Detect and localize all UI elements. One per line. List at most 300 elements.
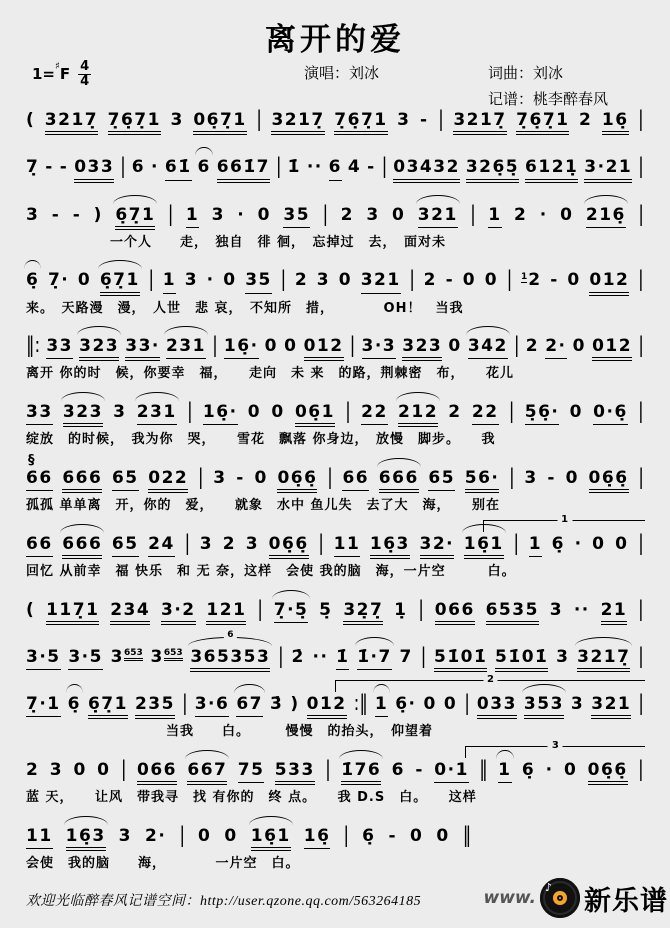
note-token: 3	[118, 825, 133, 846]
score	[26, 107, 644, 872]
barline: |	[212, 333, 218, 359]
note-token: 3	[170, 110, 184, 130]
slur-arc	[416, 195, 460, 204]
lyrics-row: 蓝 天， 让风 带我寻 找 有你的 终 点。 我 D.S 白。 这样	[26, 790, 477, 806]
note-token: 3·6	[195, 694, 230, 717]
note-token: 6̣7̣1	[115, 205, 155, 230]
note-token: 33	[46, 336, 73, 359]
note-token: 75	[238, 760, 265, 783]
slur-arc	[135, 392, 179, 401]
volta-bracket	[465, 739, 645, 758]
note-token: 2	[222, 533, 237, 554]
note-token: 3·5	[26, 647, 61, 670]
note-token: 323	[63, 402, 103, 427]
note-token: 0	[338, 270, 353, 291]
singer-credit: 演唱：刘冰	[304, 66, 380, 82]
slur-arc	[188, 629, 272, 646]
music-note-icon: ♪	[545, 881, 553, 894]
barline: |	[438, 107, 444, 133]
note-token: 2̇	[291, 646, 305, 667]
slur-arc	[249, 816, 293, 825]
sharp-sign: ♯	[55, 61, 60, 73]
barline: |	[325, 757, 331, 783]
note-token: 3	[245, 533, 260, 554]
note-token: 7̣6̣7̣1	[334, 110, 387, 135]
note-token: 16̣	[602, 110, 629, 135]
note-token: 65	[112, 468, 139, 491]
note-token: 2	[294, 270, 309, 291]
note-token: 666	[62, 468, 102, 493]
barline: |	[420, 644, 427, 670]
note-token: 0	[436, 825, 450, 846]
logo-www-text: www.	[483, 888, 536, 908]
note-token: 3̇	[270, 694, 284, 715]
barline: |	[148, 267, 155, 293]
barline: |	[638, 154, 644, 180]
slur-arc	[185, 750, 229, 759]
note-token: 0	[569, 402, 583, 423]
note-token: 3	[549, 599, 564, 620]
note-token: ·	[545, 759, 554, 780]
note-token: 33	[26, 402, 53, 425]
barline: |	[509, 465, 515, 491]
note-token: 7̣·1	[26, 694, 61, 717]
lyrics-row: 绽放 的时候， 我为你 哭， 雪花 飘落 你身边， 放慢 脚步。 我	[26, 432, 496, 448]
segno-mark: §	[28, 452, 35, 468]
note-token: 0	[198, 825, 212, 846]
note-token: 0	[423, 694, 437, 715]
notes-row	[26, 267, 644, 295]
note-token: 2	[340, 204, 354, 225]
note-token: 3	[26, 204, 40, 225]
barline: |	[638, 531, 644, 557]
note-token: 1	[163, 270, 176, 293]
slur-arc	[272, 590, 311, 599]
key-text: 1=♯F	[32, 61, 71, 84]
slur-arc	[24, 260, 41, 269]
note-token: 661̇7	[217, 157, 270, 182]
note-token: 0·1	[434, 760, 469, 783]
note-token: 6̣7̣1	[88, 694, 128, 719]
music-system	[26, 154, 644, 182]
barline: |	[508, 399, 515, 425]
slur-arc	[66, 684, 83, 693]
barline: |	[343, 823, 350, 849]
note-token: 3	[113, 402, 127, 423]
notes-row	[26, 399, 644, 427]
note-token: 06̣6̣	[277, 468, 317, 493]
note-token: 16̣	[304, 826, 331, 849]
music-system	[26, 399, 644, 448]
note-token: 0	[97, 759, 111, 780]
barline: |	[120, 154, 126, 180]
barline: |	[322, 201, 329, 227]
grace-notes: 653	[124, 648, 143, 661]
slur-arc	[195, 147, 212, 156]
note-token: 6535	[486, 600, 539, 625]
note-token: 3	[366, 204, 380, 225]
barline: |	[638, 333, 644, 359]
music-system	[26, 629, 644, 672]
note-token: 0	[572, 336, 586, 357]
note-token: 3·3	[362, 336, 397, 359]
slur-arc	[584, 195, 628, 204]
note-token: 0	[563, 759, 578, 780]
music-system	[26, 596, 644, 625]
lyrics-row: 离开 你的时 候，你要幸 福， 走向 未 来 的路，荆棘密 布， 花儿	[26, 366, 515, 382]
slur-arc	[339, 750, 383, 759]
note-token: 022	[148, 468, 188, 493]
notator-credit: 记谱：桃李醉春风	[488, 92, 609, 108]
note-token: 1	[488, 205, 501, 228]
note-token: 0	[257, 204, 271, 225]
note-token: 3217̣	[577, 647, 630, 672]
footer	[26, 878, 670, 918]
note-token: 212	[398, 402, 438, 427]
note-token: 6̣7̣1	[100, 270, 140, 295]
barline: |	[278, 644, 284, 670]
lyrics-row: 当我 白。 慢慢 的抬头， 仰望着	[26, 724, 434, 740]
site-logo	[484, 878, 670, 918]
note-token: 0	[284, 336, 298, 357]
barline: |	[120, 757, 127, 783]
music-system	[26, 267, 644, 316]
note-token: 35	[245, 270, 272, 293]
note-token: 4	[347, 157, 362, 178]
music-system	[26, 513, 644, 580]
barline: ‖	[462, 823, 472, 849]
music-system	[26, 823, 644, 872]
note-token: $3^{653}$	[110, 646, 143, 667]
barline: |	[181, 691, 188, 717]
note-token: -	[45, 157, 54, 178]
barline: |	[409, 267, 416, 293]
notes-row	[26, 154, 644, 182]
tuplet-number: 6	[224, 630, 236, 641]
notes-row	[26, 333, 644, 361]
note-token: 667	[187, 760, 227, 785]
note-token: 51̇01̇	[434, 647, 487, 672]
note-token: 2	[26, 759, 40, 780]
grace-notes: 653	[164, 648, 183, 661]
note-token: 1̇76	[341, 760, 381, 785]
music-system	[26, 333, 644, 382]
music-system	[26, 452, 644, 514]
note-token: -	[550, 270, 559, 291]
slur-arc	[466, 326, 510, 335]
slur-arc	[234, 684, 265, 693]
note-token: 0	[560, 204, 574, 225]
note-token: 234	[110, 600, 150, 625]
note-token: 21	[601, 600, 628, 625]
barline: |	[638, 465, 644, 491]
slur-arc	[496, 750, 513, 759]
note-token: 012	[304, 336, 344, 361]
note-token: (	[26, 110, 36, 130]
barline: |	[513, 333, 520, 359]
barline: |	[638, 201, 644, 227]
note-token: 066	[137, 760, 177, 785]
note-token: 231	[166, 336, 206, 359]
note-token: 033	[74, 157, 114, 182]
note-token: 35	[283, 205, 310, 228]
note-token: 5̣	[319, 599, 333, 620]
note-token: (	[26, 599, 36, 620]
note-token: 16̣3	[370, 534, 410, 559]
note-token: 012	[307, 694, 347, 719]
note-token: 1	[498, 760, 511, 783]
notes-row	[26, 465, 644, 493]
note-token: 3	[49, 759, 64, 780]
barline: |	[179, 823, 186, 849]
note-token: 6̣	[362, 825, 376, 846]
barline: |	[638, 399, 644, 425]
note-token: 06̣6̣	[588, 760, 628, 785]
note-token: 2·	[545, 336, 566, 359]
barline: |	[513, 531, 520, 557]
note-token: 2	[423, 270, 437, 291]
notes-row	[26, 531, 644, 559]
note-token: 117̣1	[46, 600, 99, 625]
lyrics-row: 来。 天路漫 漫， 人世 悲 哀， 不知所 措， OH！ 当我	[26, 300, 464, 316]
note-token: 16̣·	[224, 336, 259, 359]
note-token: 533	[275, 760, 315, 785]
note-token: 1	[375, 694, 388, 717]
grace-note: 1	[521, 271, 528, 282]
note-token: 32·	[420, 534, 455, 559]
note-token: 0	[615, 533, 629, 554]
note-token: 0	[565, 467, 579, 488]
note-token: -	[415, 759, 424, 780]
music-system	[26, 739, 644, 806]
music-system	[26, 674, 644, 740]
note-token: 0	[462, 270, 477, 291]
note-token: 1̇·7	[357, 647, 392, 670]
note-token: 11	[26, 826, 53, 849]
slur-arc	[64, 816, 108, 825]
note-token: 0	[448, 336, 462, 357]
note-token: -	[367, 157, 376, 178]
slur-arc	[355, 637, 394, 646]
note-token: 65	[428, 468, 455, 491]
note-token: ·	[237, 204, 246, 225]
note-token: 6̣	[551, 533, 565, 554]
note-token: 7̣6̣7̣1	[108, 110, 161, 135]
note-token: 6121̣	[525, 157, 578, 182]
note-token: 5̣6̣·	[525, 402, 560, 425]
note-token: 0·6̣	[593, 402, 628, 425]
barline: |	[637, 267, 644, 293]
note-token: ·	[206, 270, 215, 291]
note-token: ·	[574, 533, 583, 554]
barline: |	[186, 399, 193, 425]
note-token: 06̣6̣	[269, 534, 309, 559]
notes-row	[26, 201, 644, 230]
note-token: 3	[211, 204, 225, 225]
note-token: 1̇	[287, 157, 301, 178]
slur-arc	[396, 392, 440, 401]
barline: ‖	[479, 757, 488, 783]
note-token: 16̣1	[251, 826, 291, 851]
note-token: 03432	[393, 157, 460, 182]
notes-row	[26, 596, 644, 625]
note-token: 321	[591, 694, 631, 719]
note-token: 2	[448, 402, 462, 423]
barline: |	[345, 399, 351, 425]
slur-arc	[164, 326, 208, 335]
note-token: 231	[137, 402, 177, 425]
note-token: -	[388, 825, 398, 846]
note-token: 012	[592, 336, 632, 361]
note-token: 235	[135, 694, 175, 719]
note-token: 6̣·	[395, 694, 417, 715]
lyrics-row: 回忆 从前幸 福 快乐 和 无 奈，这样 会使 我的脑 海，一片空 白。	[26, 563, 516, 579]
slur-arc	[113, 195, 157, 204]
volta-number: 1	[557, 514, 572, 525]
note-token: $^1$2	[521, 270, 542, 291]
notes-row	[26, 823, 472, 851]
note-token: 0	[254, 467, 268, 488]
note-token: 51̇01̇	[495, 647, 548, 672]
note-token: 6̣	[68, 694, 81, 715]
logo-site-name: 新乐谱	[584, 885, 668, 917]
note-token: 66	[26, 468, 53, 491]
note-token: 0	[223, 270, 237, 291]
barline: |	[318, 531, 324, 557]
note-token: 2·	[145, 825, 167, 846]
barline: |	[381, 154, 388, 180]
note-token: 24	[148, 534, 175, 557]
note-token: 666	[62, 534, 102, 559]
volta-bracket	[483, 513, 645, 532]
note-token: 7̣	[26, 157, 40, 178]
note-token: 3	[213, 467, 227, 488]
note-token: )	[290, 694, 300, 715]
note-token: 32̣7̣	[343, 600, 383, 625]
volta-number: 2	[483, 674, 498, 685]
slur-arc	[377, 458, 421, 467]
note-token: 7	[399, 646, 413, 667]
note-token: 6̣	[521, 759, 536, 780]
time-signature: 4 4	[80, 59, 90, 89]
note-token: 0	[77, 270, 92, 291]
barline: |	[256, 107, 262, 133]
note-token: 3	[556, 646, 570, 667]
note-token: 6	[197, 157, 210, 178]
note-token: ··	[306, 157, 323, 178]
vinyl-record-icon	[540, 878, 580, 918]
barline: |	[349, 333, 356, 359]
note-token: 06̣6̣	[589, 468, 629, 493]
note-token: )	[93, 204, 103, 225]
barline: |	[257, 596, 263, 622]
barline: |	[275, 154, 282, 180]
note-token: 16̣·	[203, 402, 238, 425]
note-token: 2	[579, 110, 593, 130]
note-token: 6 365353	[190, 647, 270, 672]
note-token: 066	[435, 600, 475, 625]
notes-row	[26, 757, 644, 785]
note-token: 3217̣	[271, 110, 324, 135]
music-system	[26, 107, 644, 135]
note-token: 7̣·	[47, 270, 70, 291]
composer-credit: 词曲：刘冰	[488, 66, 564, 82]
note-token: 6	[391, 759, 405, 780]
note-token: 3·2	[161, 600, 196, 625]
lyrics-row: 一个人 走， 独自 徘 徊， 忘掉过 去， 面对未	[26, 234, 447, 250]
note-token: 6	[329, 157, 342, 180]
notes-row	[26, 691, 644, 719]
note-token: 67	[236, 694, 263, 717]
note-token: 121	[206, 600, 246, 625]
note-token: 3	[524, 467, 538, 488]
note-token: 06̣7̣1	[193, 110, 246, 135]
note-token: 326̣5̣	[466, 157, 519, 182]
note-token: 6̣	[26, 270, 39, 291]
barline: |	[184, 531, 191, 557]
note-token: 0	[271, 402, 285, 423]
note-token: 56·	[465, 468, 500, 493]
note-token: -	[419, 110, 429, 130]
note-token: 3	[184, 270, 199, 291]
vinyl-center-dot	[553, 891, 567, 905]
notes-row	[26, 629, 644, 672]
note-token: 342	[468, 336, 508, 359]
note-token: 353	[524, 694, 564, 719]
note-token: 1	[186, 205, 199, 228]
note-token: -	[51, 204, 61, 225]
note-token: 0	[392, 204, 406, 225]
note-token: 3	[316, 270, 331, 291]
note-token: 3	[397, 110, 411, 130]
barline: |	[638, 644, 644, 670]
note-token: 66	[342, 468, 369, 491]
barline: :‖	[353, 691, 368, 717]
note-token: 0	[247, 402, 262, 423]
music-system	[26, 201, 644, 251]
slur-arc	[98, 260, 142, 269]
note-token: 3	[199, 533, 214, 554]
note-token: ·	[150, 157, 159, 178]
welcome-link-text[interactable]: 欢迎光临醉春风记谱空间：http://user.qzone.qq.com/563264185	[26, 894, 422, 909]
note-token: 1̇	[336, 647, 349, 670]
note-token: -	[547, 467, 556, 488]
note-token: 33·	[125, 336, 160, 361]
slur-arc	[77, 326, 121, 335]
barline: |	[470, 201, 476, 227]
note-token: 0	[484, 270, 499, 291]
note-token: 216̣	[586, 205, 626, 228]
note-token: -	[236, 467, 245, 488]
note-token: 3·5	[68, 647, 103, 670]
lyrics-row: 孤孤 单单离 开，你的 爱， 就象 水中 鱼儿失 去了大 海， 别在	[26, 498, 501, 514]
volta-number: 3	[548, 740, 563, 751]
note-token: 16̣3	[66, 826, 106, 851]
barline: |	[506, 267, 513, 293]
barline: |	[464, 691, 470, 717]
slur-arc	[60, 524, 104, 533]
note-token: 65	[112, 534, 139, 557]
note-token: -	[59, 157, 69, 178]
note-token: -	[72, 204, 82, 225]
note-token: 06̣1	[295, 402, 335, 427]
note-token: 0	[73, 759, 87, 780]
note-token: 7̣·5̣	[274, 600, 309, 623]
slur-arc	[61, 392, 105, 401]
barline: |	[638, 691, 644, 717]
note-token: 3217̣	[453, 110, 506, 135]
note-token: ··	[573, 599, 590, 620]
